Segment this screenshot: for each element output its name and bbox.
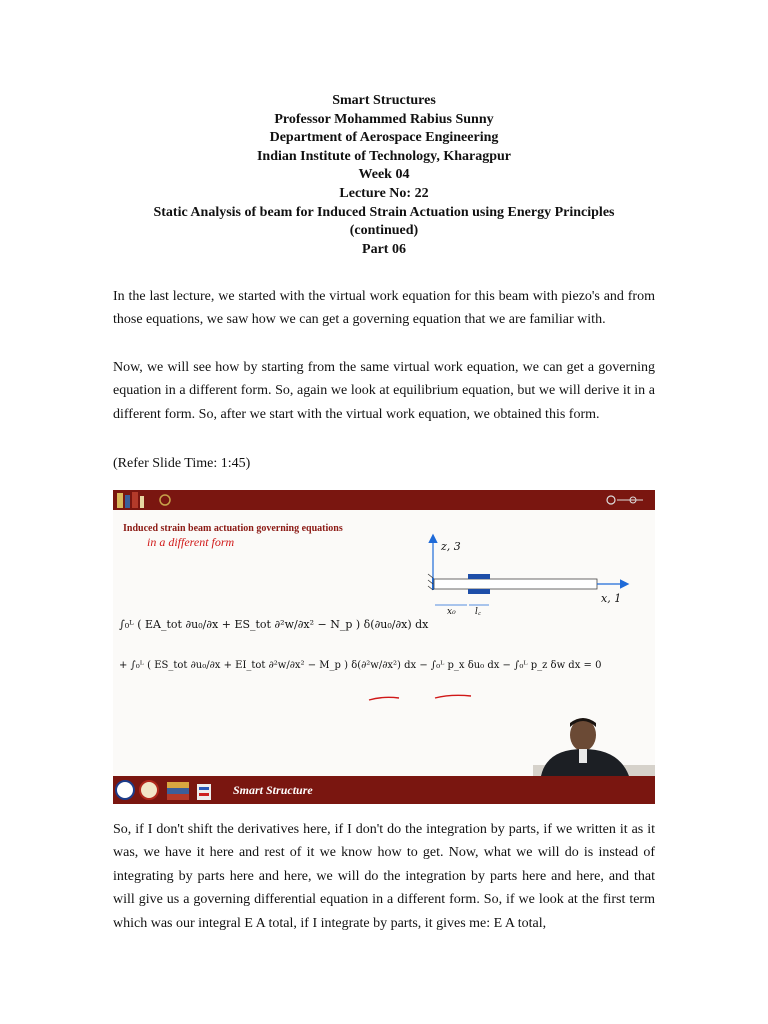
z-axis-label: z, 3 [441,540,461,553]
lecturer-video [533,715,655,776]
part-label: Part 06 [362,241,406,257]
lecture-topic: Static Analysis of beam for Induced Strain Actuation using Energy Principles [153,204,615,220]
course-title: Smart Structures [332,93,436,108]
lecture-header [90,92,678,259]
lc-label: l꜀ [475,607,481,617]
slide-title: Induced strain beam actuation governing equations [123,523,343,534]
institute: Indian Institute of Technology, Kharagpur [256,148,511,164]
slide-top-banner [113,490,655,510]
week-label: Week 04 [358,167,410,183]
beam-diagram [413,528,653,618]
slide-handwritten-note: in a different form [147,535,235,549]
x0-label: x₀ [447,607,456,617]
red-underlines [363,680,483,710]
lecture-slide [113,490,655,804]
paragraph-3: So, if I don't shift the derivatives here, if I don't do the integration by parts, if we written it as it was, we have it here and rest of it we know how to get. Now, what we will do is instead of integrating by parts here and here, we will do the integration by parts here and here, and that will give us a governing differential equation in a different form. So, if we look at the first term which was our integral E A total, if I integrate by parts, it gives me: E A total, [113,822,655,931]
paragraph-2: Now, we will see how by starting from the same virtual work equation, we can get a governing equation in a different form. So, again we look at equilibrium equation, but we will derive it in a different form. So, after we start with the virtual work equation, we obtained this form. [113,360,655,422]
institute-logos [113,776,233,804]
slide-footer-title: Smart Structure [233,783,313,797]
piezo-top [468,574,490,579]
lecture-number: Lecture No: 22 [339,185,429,201]
piezo-bottom [468,589,490,594]
paragraph-1: In the last lecture, we started with the virtual work equation for this beam with piezo's and from those equations, we saw how we can get a governing equation that we are familiar with. [113,289,655,328]
professor-name: Professor Mohammed Rabius Sunny [274,111,494,127]
equation-line-2: + ∫₀ᴸ ( ES_tot ∂u₀/∂x + EI_tot ∂²w/∂x² − M_p ) δ(∂²w/∂x²) dx − ∫₀ᴸ p_x δu₀ dx − ∫₀ᴸ p_z δw dx = 0 [119,660,602,671]
department: Department of Aerospace Engineering [269,130,499,146]
slide-banner-art [113,490,655,510]
continued-label: (continued) [349,223,419,239]
beam [434,579,597,589]
refer-slide-time: (Refer Slide Time: 1:45) [113,456,251,471]
x-axis-label: x, 1 [601,592,622,605]
slide-bottom-banner [113,776,655,804]
equation-line-1: ∫₀ᴸ ( EA_tot ∂u₀/∂x + ES_tot ∂²w/∂x² − N_p ) δ(∂u₀/∂x) dx [119,618,429,631]
